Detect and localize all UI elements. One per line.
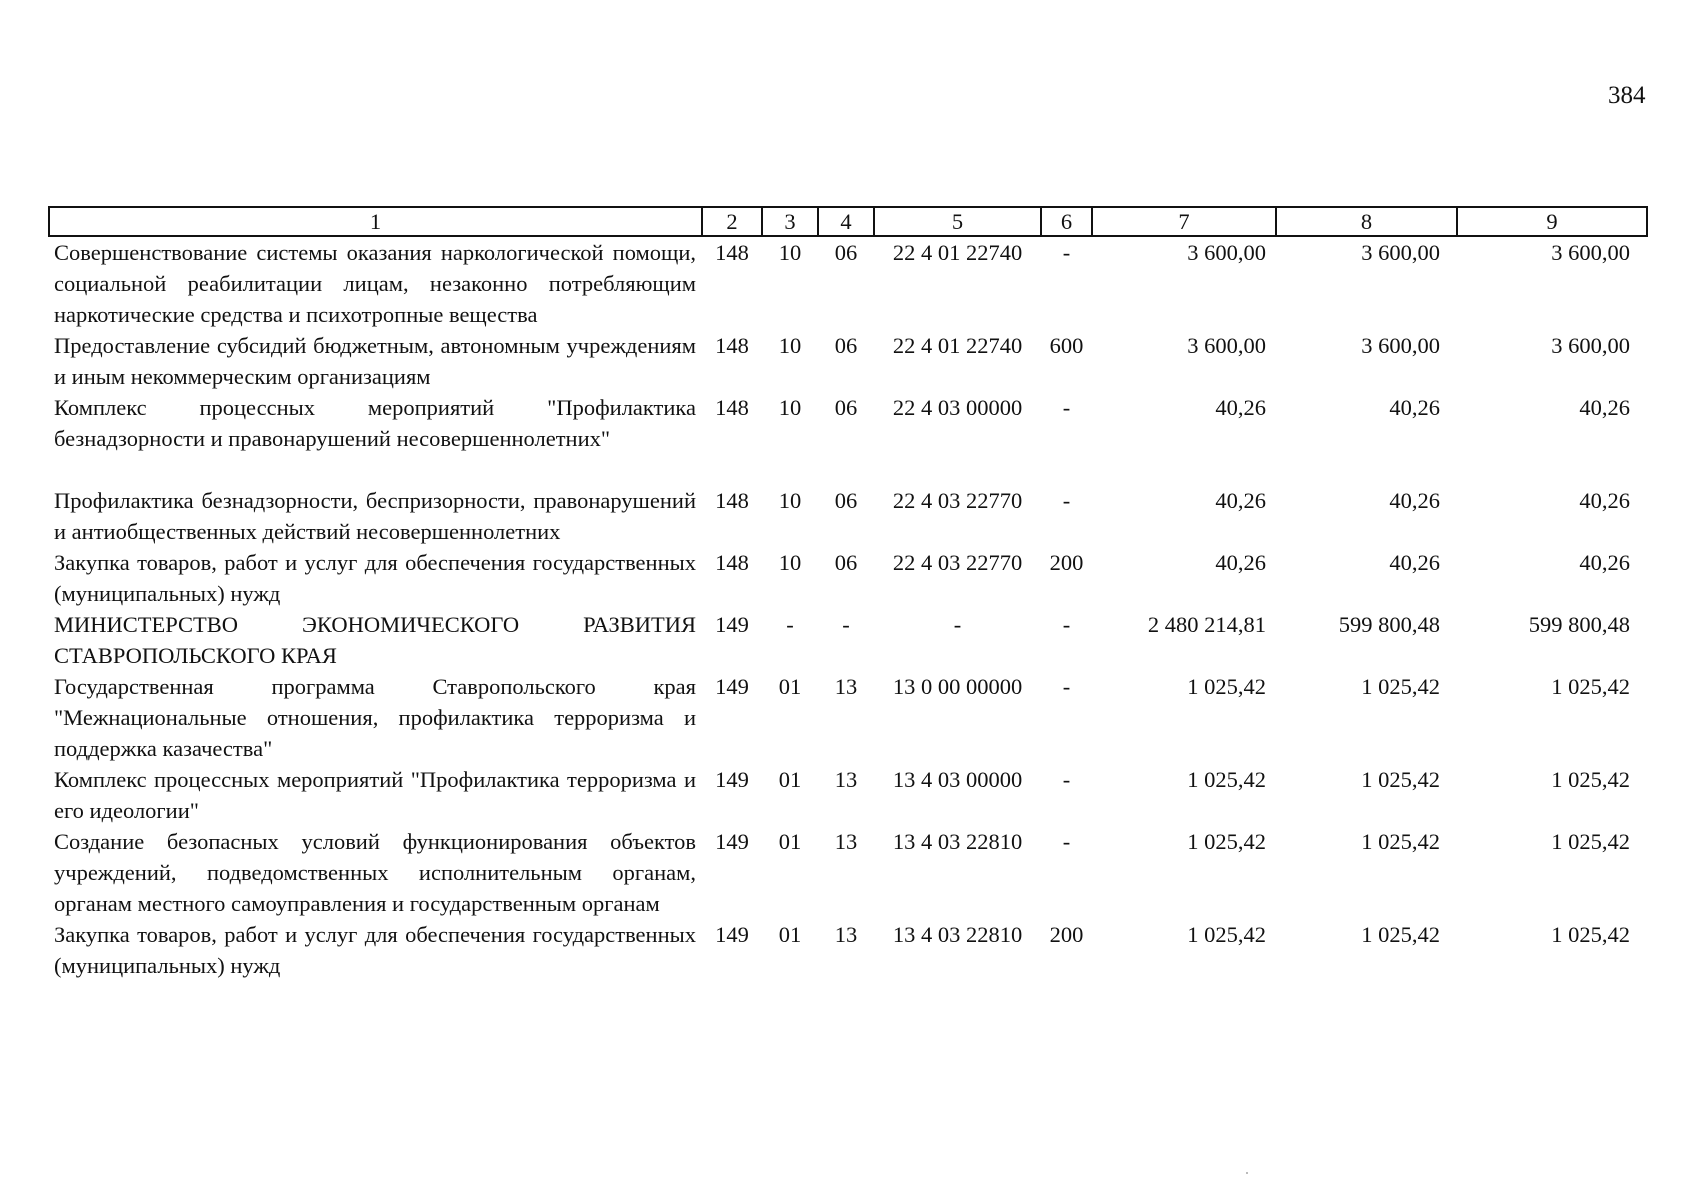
row-col-5: 22 4 03 00000	[892, 395, 1023, 420]
row-col-9: 40,26	[1579, 550, 1630, 575]
row-col-9: 3 600,00	[1551, 240, 1630, 265]
row-col-2: 149	[715, 612, 749, 637]
table-row	[49, 485, 1647, 547]
row-col-6: -	[1062, 488, 1071, 513]
row-col-6: -	[1062, 674, 1071, 699]
row-col-2: 148	[715, 395, 749, 420]
row-name: Комплекс процессных мероприятий "Профилактика терроризма и его идеологии"	[54, 767, 696, 823]
row-col-8: 40,26	[1389, 395, 1440, 420]
page-number: 384	[1608, 82, 1646, 109]
row-col-9: 1 025,42	[1551, 767, 1630, 792]
row-col-4: -	[842, 612, 850, 637]
header-col-9: 9	[1457, 207, 1647, 236]
row-col-8: 40,26	[1389, 488, 1440, 513]
row-col-3: -	[786, 612, 794, 637]
row-col-5: 13 4 03 00000	[892, 767, 1023, 792]
row-col-4: 13	[834, 767, 858, 792]
table-row	[49, 826, 1647, 919]
table-header	[49, 207, 1647, 236]
row-col-8: 3 600,00	[1361, 240, 1440, 265]
row-name: МИНИСТЕРСТВО ЭКОНОМИЧЕСКОГО РАЗВИТИЯ СТАВРОПОЛЬСКОГО КРАЯ	[54, 612, 696, 668]
table-row	[49, 547, 1647, 609]
row-col-7: 40,26	[1215, 488, 1266, 513]
row-col-5: 13 4 03 22810	[892, 829, 1023, 854]
row-col-7: 1 025,42	[1187, 767, 1266, 792]
row-col-4: 06	[834, 240, 858, 265]
row-col-6: 600	[1049, 333, 1084, 358]
row-col-9: 1 025,42	[1551, 922, 1630, 947]
scan-speck	[1246, 1172, 1248, 1174]
row-col-8: 1 025,42	[1361, 829, 1440, 854]
row-col-6: 200	[1049, 550, 1084, 575]
row-col-7: 1 025,42	[1187, 674, 1266, 699]
row-col-5: 22 4 03 22770	[892, 488, 1023, 513]
row-col-9: 1 025,42	[1551, 674, 1630, 699]
row-col-2: 149	[715, 829, 749, 854]
header-col-4: 4	[818, 207, 874, 236]
row-col-4: 13	[834, 674, 858, 699]
row-name: Совершенствование системы оказания наркологической помощи, социальной реабилитации лицам, незаконно потребляющим наркотические средства и психотропные вещества	[54, 240, 696, 327]
row-col-8: 3 600,00	[1361, 333, 1440, 358]
row-col-7: 40,26	[1215, 550, 1266, 575]
row-col-6: -	[1062, 829, 1071, 854]
row-col-2: 148	[715, 550, 749, 575]
row-col-4: 06	[834, 550, 858, 575]
row-col-9: 1 025,42	[1551, 829, 1630, 854]
table-row	[49, 609, 1647, 671]
row-col-6: -	[1062, 395, 1071, 420]
row-col-2: 149	[715, 767, 749, 792]
row-name: Закупка товаров, работ и услуг для обеспечения государственных (муниципальных) нужд	[54, 550, 696, 606]
table-row	[49, 330, 1647, 392]
header-col-8: 8	[1276, 207, 1457, 236]
row-col-7: 3 600,00	[1187, 240, 1266, 265]
spacer-cell	[49, 454, 1647, 485]
row-col-4: 06	[834, 333, 858, 358]
row-col-4: 06	[834, 395, 858, 420]
row-name: Государственная программа Ставропольского края "Межнациональные отношения, профилактика терроризма и поддержка казачества"	[54, 674, 696, 761]
row-col-2: 149	[715, 922, 749, 947]
row-col-7: 1 025,42	[1187, 829, 1266, 854]
row-col-6: -	[1062, 767, 1071, 792]
table-row	[49, 236, 1647, 330]
table-row	[49, 764, 1647, 826]
row-col-8: 599 800,48	[1338, 612, 1440, 637]
table-row	[49, 671, 1647, 764]
table-body	[49, 236, 1647, 981]
header-col-3: 3	[762, 207, 818, 236]
row-col-3: 01	[778, 674, 802, 699]
row-col-5: 13 0 00 00000	[892, 674, 1023, 699]
row-col-8: 1 025,42	[1361, 674, 1440, 699]
row-col-5: 22 4 01 22740	[892, 333, 1023, 358]
row-name: Профилактика безнадзорности, беспризорности, правонарушений и антиобщественных действий несовершеннолетних	[54, 488, 696, 544]
row-name: Комплекс процессных мероприятий "Профилактика безнадзорности и правонарушений несовершеннолетних"	[54, 395, 696, 451]
row-col-7: 40,26	[1215, 395, 1266, 420]
row-col-3: 10	[778, 333, 802, 358]
header-col-5: 5	[874, 207, 1041, 236]
spacer-row	[49, 454, 1647, 485]
header-row	[49, 207, 1647, 236]
row-col-8: 1 025,42	[1361, 922, 1440, 947]
row-col-6: -	[1062, 240, 1071, 265]
row-col-3: 01	[778, 922, 802, 947]
row-col-3: 10	[778, 550, 802, 575]
row-col-3: 01	[778, 767, 802, 792]
row-col-4: 06	[834, 488, 858, 513]
row-col-3: 10	[778, 240, 802, 265]
row-name: Создание безопасных условий функционирования объектов учреждений, подведомственных исполнительным органам, органам местного самоуправления и государственным органам	[54, 829, 696, 916]
header-col-6: 6	[1041, 207, 1092, 236]
row-col-9: 40,26	[1579, 488, 1630, 513]
row-col-6: 200	[1049, 922, 1084, 947]
row-col-5: -	[953, 612, 962, 637]
row-col-3: 01	[778, 829, 802, 854]
row-col-4: 13	[834, 922, 858, 947]
header-col-2: 2	[702, 207, 762, 236]
row-col-7: 3 600,00	[1187, 333, 1266, 358]
table-row	[49, 919, 1647, 981]
row-col-4: 13	[834, 829, 858, 854]
table-row	[49, 392, 1647, 454]
row-col-9: 3 600,00	[1551, 333, 1630, 358]
row-col-2: 149	[715, 674, 749, 699]
header-col-1: 1	[49, 207, 702, 236]
row-col-3: 10	[778, 395, 802, 420]
row-col-7: 1 025,42	[1187, 922, 1266, 947]
row-col-9: 40,26	[1579, 395, 1630, 420]
row-name: Закупка товаров, работ и услуг для обеспечения государственных (муниципальных) нужд	[54, 922, 696, 978]
row-col-2: 148	[715, 333, 749, 358]
row-col-2: 148	[715, 240, 749, 265]
row-col-8: 1 025,42	[1361, 767, 1440, 792]
row-col-7: 2 480 214,81	[1147, 612, 1266, 637]
row-col-8: 40,26	[1389, 550, 1440, 575]
row-col-5: 22 4 03 22770	[892, 550, 1023, 575]
row-col-5: 13 4 03 22810	[892, 922, 1023, 947]
row-col-3: 10	[778, 488, 802, 513]
budget-table	[48, 206, 1648, 981]
row-col-2: 148	[715, 488, 749, 513]
row-col-5: 22 4 01 22740	[892, 240, 1023, 265]
header-col-7: 7	[1092, 207, 1276, 236]
row-col-9: 599 800,48	[1528, 612, 1630, 637]
row-name: Предоставление субсидий бюджетным, автономным учреждениям и иным некоммерческим организациям	[54, 333, 696, 389]
row-col-6: -	[1062, 612, 1071, 637]
